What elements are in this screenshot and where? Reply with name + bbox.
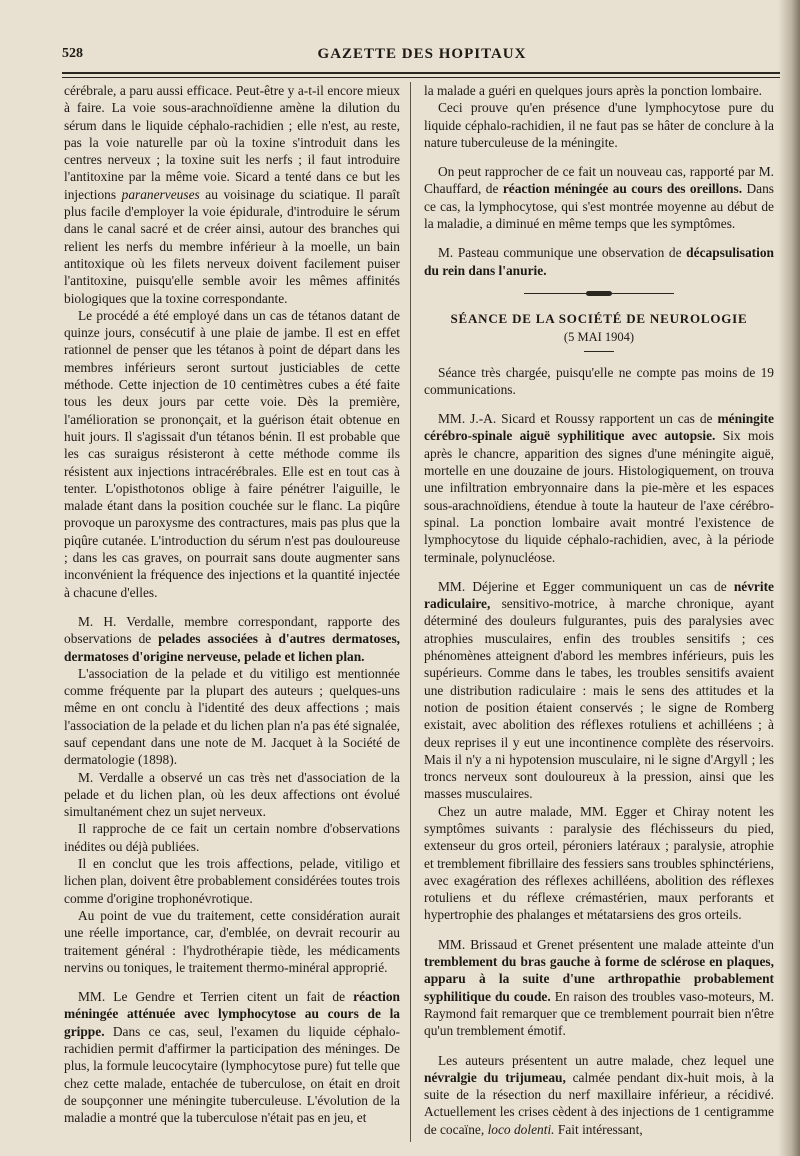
right-column [424, 82, 774, 1138]
paragraph: Au point de vue du traitement, cette considération aurait une réelle importance, car, d'emblée, on devrait recourir au traitement général : l'hydrothérapie tiède, les médicaments nervins ou toniques, le traitement thermo-minéral approprié. [64, 907, 400, 975]
paragraph: Le procédé a été employé dans un cas de tétanos datant de quinze jours, consécutif à une plaie de jambe. Il est en effet rationnel de penser que les tétanos à point de départ dans les membres inférieurs seront surtout justiciables de cette méthode. Cette injection de 10 centimètres cubes a été faite tous les deux jours par cette voie. Dès la première, l'amélioration se prononçait, et la guérison était obtenue en huit jours. Il s'agissait d'un tétanos bénin. Il est probable que les cas suraigus résisteront à cette méthode comme ils résistent aux injections intracérébrales. Elle est en tout cas à tenter. L'opisthotonos oblige à faire pénétrer l'aiguille, le malade étant dans la position couchée sur le flanc. La piqûre provoque un paroxysme des contractures, mais pas plus que la piqûre cutanée. L'introduction du sérum n'est pas douloureuse ; dans les cas graves, on pourrait sans doute augmenter sans inconvénient la fréquence des injections et la quantité injectée à chacune d'elles. [64, 307, 400, 600]
paragraph: cérébrale, a paru aussi efficace. Peut-être y a-t-il encore mieux à faire. La voie sous-arachnoïdienne amène la dilution du sérum dans le liquide céphalo-rachidien ; elle n'est, au reste, pas la voie naturelle par où la toxine s'introduit dans les centres nerveux ; la toxine suit les nerfs ; il faut introduire l'antitoxine par la même voie. Sicard a tenté dans ce but les injections paranerveuses au voisinage du sciatique. Il paraît plus facile d'employer la voie épidurale, d'introduire le sérum dans le canal sacré et de créer ainsi, autour des branches qui relient les nerfs du membre inférieur à la moelle, un bain antitoxique où les filets nerveux doivent facilement puiser l'antitoxine, puisqu'elle semble avoir les mêmes affinités biologiques que la toxine correspondante. [64, 83, 400, 306]
paragraph: Chez un autre malade, MM. Egger et Chiray notent les symptômes suivants : paralysie des fléchisseurs du pied, extenseur du gros orteil, péroniers latéraux ; paralysie, atrophie et tremblement fibrillaire des fessiers sans troubles sphinctériens, avec exagération des réflexes achilléens, abolition des réflexes rotuliens et du réflexe crémastérien, maux perforants et hypertrophie des phalanges et métatarsiens des gros orteils. [424, 803, 774, 923]
paragraph: Il rapproche de ce fait un certain nombre d'observations inédites ou déjà publiées. [64, 821, 400, 854]
ornamental-rule [524, 293, 674, 294]
header-rule [62, 72, 780, 78]
journal-title: GAZETTE DES HOPITAUX [317, 46, 527, 62]
section-rule [584, 351, 614, 352]
paragraph: M. Pasteau communique une observation de décapsulisation du rein dans l'anurie. [424, 245, 774, 278]
paragraph: On peut rapprocher de ce fait un nouveau cas, rapporté par M. Chauffard, de réaction méningée au cours des oreillons. Dans ce cas, la lymphocytose, qui s'est montrée moyenne au début de la maladie, a diminué en même temps que les symptômes. [424, 164, 774, 232]
section-title: SÉANCE DE LA SOCIÉTÉ DE NEUROLOGIE [450, 310, 748, 326]
column-divider [410, 82, 411, 1142]
paragraph: MM. J.-A. Sicard et Roussy rapportent un cas de méningite cérébro-spinale aiguë syphilitique avec autopsie. Six mois après le chancre, apparition des signes d'une méningite aiguë, mortelle en une douzaine de jours. Histologiquement, on trouva une infiltration embryonnaire dans la pie-mère et les espaces sous-arachnoïdiens, étendue à toute la hauteur de l'axe cérébro-spinal. La ponction lombaire avait montré l'existence de lymphocytose du liquide céphalo-rachidien, avec, à la période terminale, polynucléose. [424, 411, 774, 565]
paragraph: M. Verdalle a observé un cas très net d'association de la pelade et du lichen plan, où les deux affections ont évolué simultanément chez un sujet nerveux. [64, 769, 400, 820]
paragraph: MM. Brissaud et Grenet présentent une malade atteinte d'un tremblement du bras gauche à forme de sclérose en plaques, apparu à la suite d'une arthropathie probablement syphilitique du coude. En raison des troubles vaso-moteurs, M. Raymond fait remarquer que ce tremblement pourrait bien n'être qu'un tremblement émotif. [424, 936, 774, 1039]
page-header [62, 46, 782, 68]
page-number: 528 [62, 46, 83, 61]
paragraph: MM. Déjerine et Egger communiquent un cas de névrite radiculaire, sensitivo-motrice, à marche chronique, ayant déterminé des douleurs fulgurantes, puis des paralysies avec atrophies musculaires, enfin des troubles sensitifs ; ces phénomènes atteignent d'abord les membres inférieurs, puis les supérieurs. Comme dans le tabes, les troubles sensitifs avaient une distribution radiculaire : mais le sens des attitudes et la notion de position étaient conservés ; le signe de Romberg existait, avec abolition des réflexes rotuliens et achilléens ; à deux reprises il y eut une incontinence complète des réservoirs. Mais il n'y a ni hypotension musculaire, ni le signe d'Argyll ; les troncs nerveux sont douloureux à la pression, ainsi que les masses musculaires. [424, 578, 774, 802]
paragraph: Les auteurs présentent un autre malade, chez lequel une névralgie du trijumeau, calmée pendant dix-huit mois, à la suite de la résection du nerf maxillaire inférieur, a récidivé. Actuellement les crises cèdent à des injections de 1 centigramme de cocaïne, loco dolenti. Fait intéressant, [424, 1052, 774, 1137]
paragraph: la malade a guéri en quelques jours après la ponction lombaire. [424, 83, 762, 98]
paragraph: M. H. Verdalle, membre correspondant, rapporte des observations de pelades associées à d'autres dermatoses, dermatoses d'origine nerveuse, pelade et lichen plan. [64, 613, 401, 664]
paragraph: Ceci prouve qu'en présence d'une lymphocytose pure du liquide céphalo-rachidien, il ne faut pas se hâter de conclure à la nature tuberculeuse de la méningite. [424, 100, 774, 150]
paragraph: Séance très chargée, puisqu'elle ne compte pas moins de 19 communications. [424, 364, 774, 397]
left-column [64, 82, 400, 1127]
paragraph: MM. Le Gendre et Terrien citent un fait de réaction méningée atténuée avec lymphocytose au cours de la grippe. Dans ce cas, seul, l'examen du liquide céphalo-rachidien permit d'affirmer la participation des méninges. De plus, la formule leucocytaire (lymphocytose pure) fut telle que chez cette malade, entachée de tuberculose, on était en droit de soupçonner une méningite tuberculeuse. L'évolution de la maladie a montré que la tuberculose n'était pas en jeu, et [64, 989, 400, 1126]
section-date: (5 MAI 1904) [563, 330, 635, 345]
paragraph: Il en conclut que les trois affections, pelade, vitiligo et lichen plan, doivent être probablement considérées toutes trois comme d'origine trophonévrotique. [64, 856, 400, 906]
paragraph: L'association de la pelade et du vitiligo est mentionnée comme fréquente par la plupart des auteurs ; quelques-uns même en ont conclu à l'identité des deux affections ; mais l'association de la pelade et du lichen plan n'a pas été signalée, sauf cependant dans une note de M. Jacquet à la Société de dermatologie (1898). [64, 665, 400, 768]
